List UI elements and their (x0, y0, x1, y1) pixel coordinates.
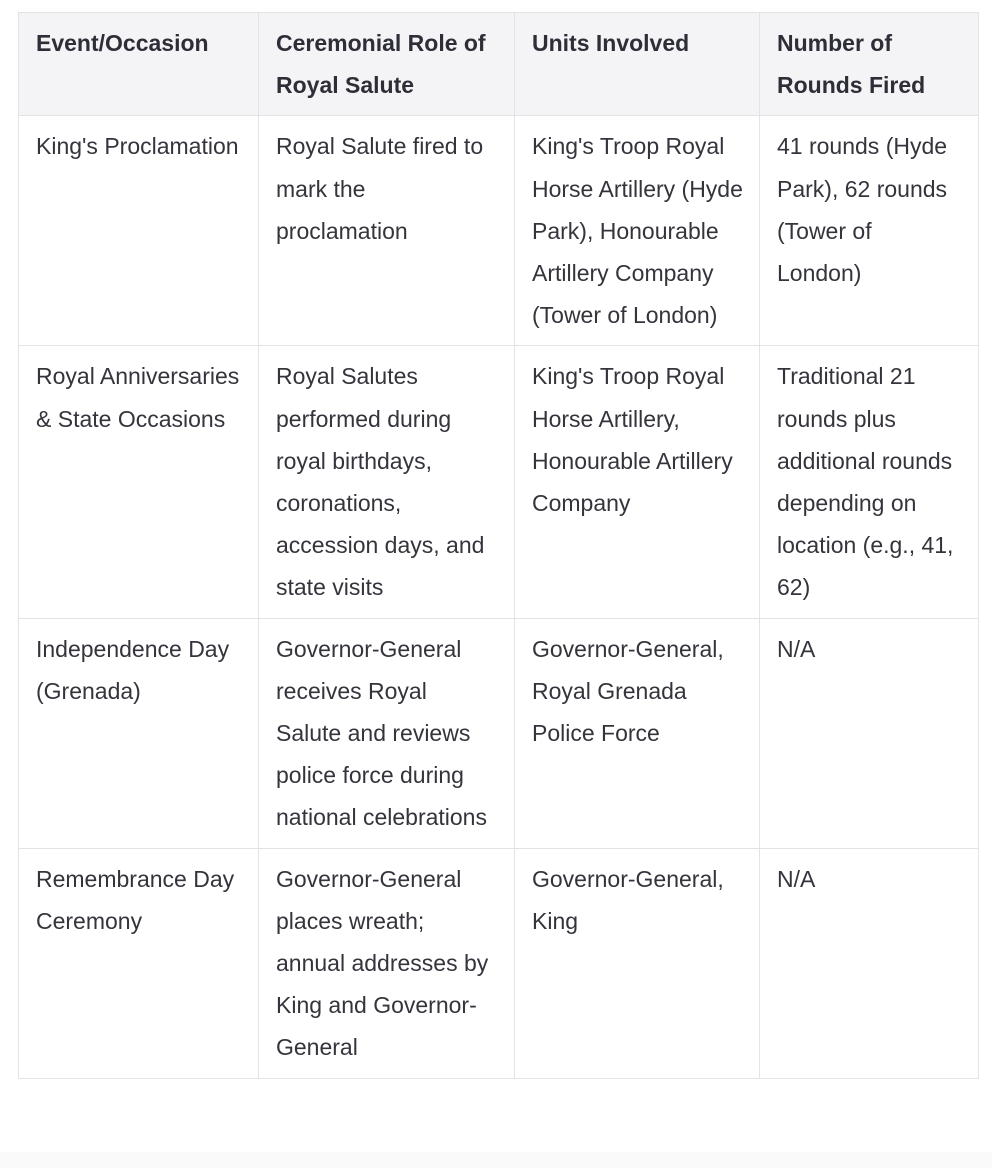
table-container (18, 12, 978, 1079)
cell-units-involved: King's Troop Royal Horse Artillery (Hyde Park), Honourable Artillery Company (Tower of London) (515, 116, 760, 346)
cell-ceremonial-role: Governor-General receives Royal Salute and reviews police force during national celebrations (259, 618, 515, 848)
cell-event-occasion: Independence Day (Grenada) (19, 618, 259, 848)
cell-event-occasion: Remembrance Day Ceremony (19, 848, 259, 1078)
cell-ceremonial-role: Royal Salutes performed during royal birthdays, coronations, accession days, and state visits (259, 346, 515, 618)
header-units-involved: Units Involved (515, 13, 760, 116)
cell-rounds-fired: N/A (760, 848, 979, 1078)
cell-event-occasion: King's Proclamation (19, 116, 259, 346)
cell-ceremonial-role: Royal Salute fired to mark the proclamation (259, 116, 515, 346)
cell-rounds-fired: 41 rounds (Hyde Park), 62 rounds (Tower of London) (760, 116, 979, 346)
header-event-occasion: Event/Occasion (19, 13, 259, 116)
page-bottom-strip (0, 1152, 992, 1168)
royal-salute-table (18, 12, 979, 1079)
cell-units-involved: King's Troop Royal Horse Artillery, Honourable Artillery Company (515, 346, 760, 618)
cell-rounds-fired: N/A (760, 618, 979, 848)
table-row (19, 848, 979, 1078)
table-header (19, 13, 979, 116)
cell-units-involved: Governor-General, King (515, 848, 760, 1078)
header-row (19, 13, 979, 116)
table-row (19, 618, 979, 848)
cell-ceremonial-role: Governor-General places wreath; annual addresses by King and Governor-General (259, 848, 515, 1078)
table-body (19, 116, 979, 1078)
header-ceremonial-role: Ceremonial Role of Royal Salute (259, 13, 515, 116)
table-row (19, 346, 979, 618)
cell-units-involved: Governor-General, Royal Grenada Police Force (515, 618, 760, 848)
cell-event-occasion: Royal Anniversaries & State Occasions (19, 346, 259, 618)
header-rounds-fired: Number of Rounds Fired (760, 13, 979, 116)
table-row (19, 116, 979, 346)
cell-rounds-fired: Traditional 21 rounds plus additional rounds depending on location (e.g., 41, 62) (760, 346, 979, 618)
